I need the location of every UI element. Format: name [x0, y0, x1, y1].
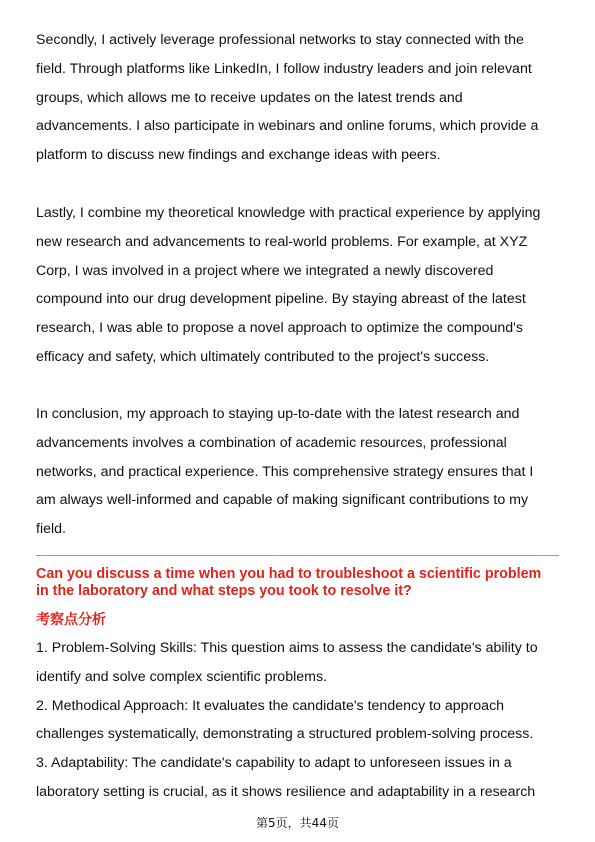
list-item: [36, 634, 561, 692]
page-number-footer: 第5页，共44页: [256, 816, 339, 830]
text-line: Lastly, I combine my theoretical knowledge with practical experience by applying: [36, 205, 541, 221]
text-line: new research and advancements to real-world problems. For example, at XYZ: [36, 233, 528, 250]
list-item: [36, 692, 561, 750]
text-line: challenges systematically, demonstrating a structured problem-solving process.: [36, 726, 534, 743]
question-line: Can you discuss a time when you had to troubleshoot a scientific problem: [36, 566, 542, 582]
analysis-points-list: [36, 634, 561, 807]
text-line: groups, which allows me to receive updates on the latest trends and: [36, 89, 463, 106]
text-line: networks, and practical experience. This comprehensive strategy ensures that I: [36, 463, 534, 480]
text-line: advancements. I also participate in webinars and online forums, which provide a: [36, 118, 539, 135]
text-line: 1. Problem-Solving Skills: This question aims to assess the candidate's ability to: [36, 640, 538, 656]
text-line: advancements involves a combination of academic resources, professional: [36, 434, 507, 451]
text-line: efficacy and safety, which ultimately contributed to the project's success.: [36, 348, 490, 365]
text-line: am always well-informed and capable of making significant contributions to my: [36, 492, 529, 509]
paragraph-conclusion: [36, 400, 561, 544]
analysis-section-title: 考察点分析: [36, 612, 106, 628]
text-line: laboratory setting is crucial, as it shows resilience and adaptability in a research: [36, 783, 536, 800]
paragraph-networks: [36, 26, 561, 170]
text-line: research, I was able to propose a novel approach to optimize the compound's: [36, 320, 523, 337]
text-line: platform to discuss new findings and exchange ideas with peers.: [36, 147, 441, 164]
text-line: 3. Adaptability: The candidate's capability to adapt to unforeseen issues in a: [36, 755, 512, 772]
question-heading: [36, 566, 561, 600]
question-line: in the laboratory and what steps you took to resolve it?: [36, 583, 412, 599]
text-line: 2. Methodical Approach: It evaluates the candidate's tendency to approach: [36, 697, 505, 714]
text-line: Secondly, I actively leverage professional networks to stay connected with the: [36, 32, 524, 48]
text-line: identify and solve complex scientific problems.: [36, 668, 327, 685]
text-line: Corp, I was involved in a project where we integrated a newly discovered: [36, 262, 494, 279]
section-divider: [36, 555, 559, 556]
list-item: [36, 749, 561, 807]
text-line: In conclusion, my approach to staying up-to-date with the latest research and: [36, 406, 520, 422]
text-line: field.: [36, 521, 66, 538]
text-line: compound into our drug development pipeline. By staying abreast of the latest: [36, 291, 526, 308]
paragraph-practical-experience: [36, 199, 561, 372]
text-line: field. Through platforms like LinkedIn, I follow industry leaders and join relevant: [36, 60, 532, 77]
